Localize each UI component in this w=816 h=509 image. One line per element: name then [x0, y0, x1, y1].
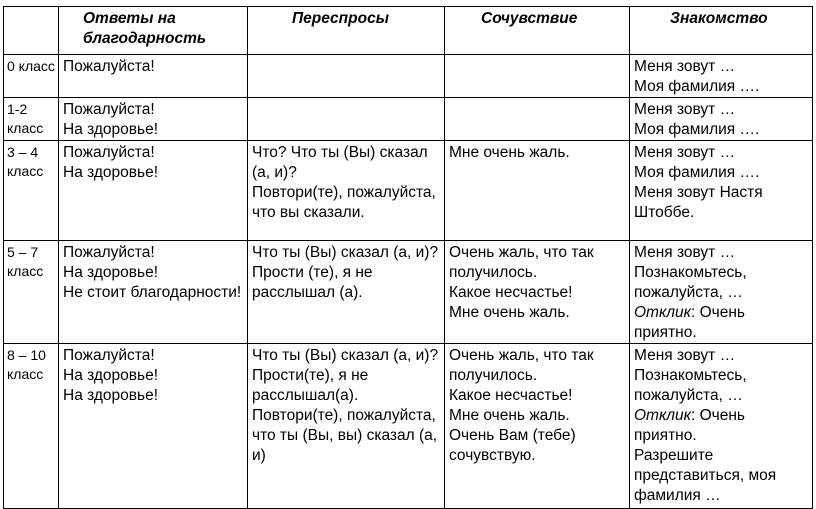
etiquette-table: [3, 6, 813, 509]
requery-cell: [248, 98, 445, 141]
intro-phrase: Меня зовут Настя Штоббе.: [634, 184, 763, 221]
intro-phrase: Познакомьтесь, пожалуйста, …: [634, 367, 747, 404]
requery-phrase: Прости (те), я не расслышал (а).: [252, 264, 373, 301]
intro-phrase: Меня зовут …: [634, 58, 736, 75]
gratitude-phrase: Пожалуйста!: [63, 347, 155, 364]
sympathy-phrase: Мне очень жаль.: [449, 144, 570, 161]
table-row: [4, 241, 813, 344]
sympathy-cell: [445, 344, 630, 509]
intro-phrase: Меня зовут …: [634, 144, 736, 161]
gratitude-phrase: На здоровье!: [63, 164, 159, 181]
intro-cell: [630, 55, 813, 98]
intro-reply: [634, 303, 809, 343]
gratitude-phrase: Не стоит благодарности!: [63, 284, 242, 301]
sympathy-phrase: Какое несчастье!: [449, 387, 573, 404]
header-intro: Знакомство: [630, 7, 813, 55]
gratitude-phrase: На здоровье!: [63, 387, 159, 404]
intro-reply: [634, 406, 809, 446]
intro-phrase: Меня зовут …: [634, 101, 736, 118]
intro-phrase: Моя фамилия ….: [634, 78, 760, 95]
requery-phrase: Что ты (Вы) сказал (а, и)?: [252, 244, 439, 261]
requery-cell: [248, 55, 445, 98]
intro-reply-label: Отклик: [634, 304, 691, 321]
header-gratitude: Ответы на благодарность: [59, 7, 248, 55]
grade-cell: 5 – 7 класс: [4, 241, 59, 344]
gratitude-cell: [59, 55, 248, 98]
intro-phrase: Меня зовут …: [634, 347, 736, 364]
sympathy-phrase: Очень Вам (тебе) сочувствую.: [449, 427, 576, 464]
gratitude-phrase: На здоровье!: [63, 367, 159, 384]
intro-cell: [630, 344, 813, 509]
gratitude-cell: [59, 241, 248, 344]
table-row: [4, 98, 813, 141]
sympathy-phrase: Очень жаль, что так получилось.: [449, 244, 594, 281]
sympathy-cell: [445, 55, 630, 98]
requery-cell: [248, 141, 445, 241]
intro-cell: [630, 98, 813, 141]
gratitude-phrase: Пожалуйста!: [63, 144, 155, 161]
gratitude-phrase: Пожалуйста!: [63, 244, 155, 261]
grade-cell: 3 – 4 класс: [4, 141, 59, 241]
table-row: [4, 344, 813, 509]
sympathy-phrase: Очень жаль, что так получилось.: [449, 347, 594, 384]
sympathy-phrase: Какое несчастье!: [449, 284, 573, 301]
requery-phrase: Повтори(те), пожалуйста, что вы сказали.: [252, 184, 436, 221]
table-row: [4, 55, 813, 98]
intro-phrase: Моя фамилия ….: [634, 164, 760, 181]
gratitude-phrase: На здоровье!: [63, 121, 159, 138]
intro-cell: [630, 141, 813, 241]
intro-cell: [630, 241, 813, 344]
sympathy-cell: [445, 141, 630, 241]
requery-phrase: Повтори(те), пожалуйста, что ты (Вы, вы) сказал (а, и): [252, 407, 438, 464]
requery-cell: [248, 241, 445, 344]
gratitude-cell: [59, 98, 248, 141]
header-sympathy: Сочувствие: [445, 7, 630, 55]
intro-phrase: Разрешите представиться, моя фамилия …: [634, 447, 777, 504]
sympathy-phrase: Мне очень жаль.: [449, 304, 570, 321]
intro-reply-text: : Очень приятно.: [634, 304, 745, 341]
sympathy-cell: [445, 241, 630, 344]
requery-phrase: Прости(те), я не расслышал(а).: [252, 367, 369, 404]
header-requery: Переспросы: [248, 7, 445, 55]
intro-phrase: Меня зовут …: [634, 244, 736, 261]
gratitude-phrase: Пожалуйста!: [63, 101, 155, 118]
grade-cell: 0 класс: [4, 55, 59, 98]
intro-phrase: Познакомьтесь, пожалуйста, …: [634, 264, 747, 301]
gratitude-cell: [59, 141, 248, 241]
grade-cell: 8 – 10 класс: [4, 344, 59, 509]
gratitude-cell: [59, 344, 248, 509]
table-row: [4, 141, 813, 241]
header-grade: [4, 7, 59, 55]
requery-cell: [248, 344, 445, 509]
sympathy-phrase: Мне очень жаль.: [449, 407, 570, 424]
header-row: [4, 7, 813, 55]
requery-phrase: Что ты (Вы) сказал (а, и)?: [252, 347, 439, 364]
requery-phrase: Что? Что ты (Вы) сказал (а, и)?: [252, 144, 428, 181]
gratitude-phrase: На здоровье!: [63, 264, 159, 281]
grade-cell: 1-2 класс: [4, 98, 59, 141]
gratitude-phrase: Пожалуйста!: [63, 58, 155, 75]
intro-phrase: Моя фамилия ….: [634, 121, 760, 138]
intro-reply-label: Отклик: [634, 407, 691, 424]
intro-reply-text: : Очень приятно.: [634, 407, 745, 444]
sympathy-cell: [445, 98, 630, 141]
